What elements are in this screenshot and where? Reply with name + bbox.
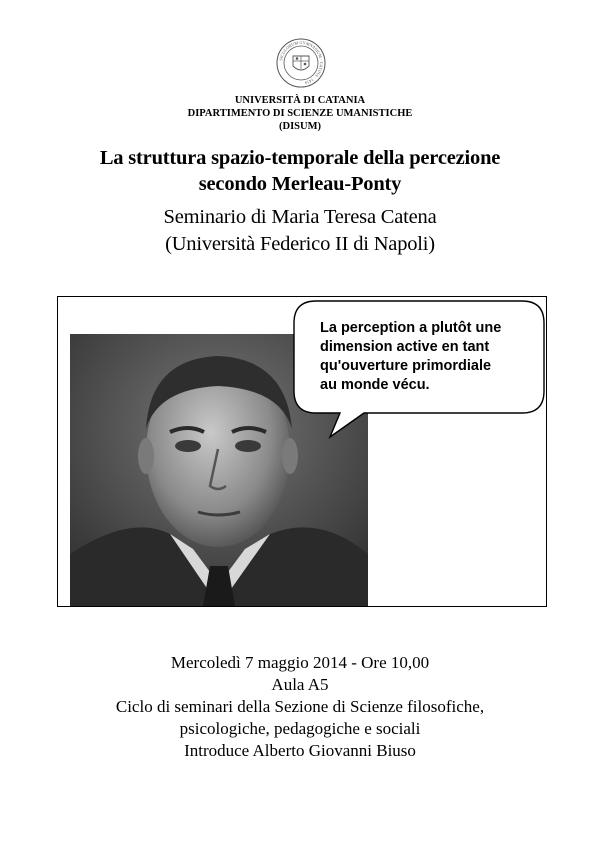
svg-text:SICULORUM GYMNASIUM · CATINA ·: SICULORUM GYMNASIUM · CATINA · 1434 (278, 39, 325, 86)
speaker-affiliation: (Università Federico II di Napoli) (165, 233, 435, 255)
event-series-line-2: psicologiche, pedagogiche e sociali (179, 719, 421, 738)
university-seal-logo (276, 38, 326, 88)
department-acronym: (DISUM) (279, 121, 321, 132)
event-series-line-1: Ciclo di seminari della Sezione di Scienze filosofiche, (115, 697, 485, 716)
quote-line-4: au monde vécu. (320, 377, 430, 393)
department-name: DIPARTIMENTO DI SCIENZE UMANISTICHE (187, 108, 413, 119)
quote-line-3: qu'ouverture primordiale (320, 358, 492, 374)
quote-line-2: dimension active en tant (320, 339, 490, 355)
illustration-frame (57, 296, 547, 607)
seminar-title-line-2: secondo Merleau-Ponty (198, 173, 402, 195)
quote-line-1: La perception a plutôt une (320, 320, 502, 336)
event-datetime: Mercoledì 7 maggio 2014 - Ore 10,00 (170, 653, 430, 672)
speech-bubble-text (320, 319, 530, 395)
seminar-title-line-1: La struttura spazio-temporale della percezione (99, 147, 501, 169)
university-name: UNIVERSITÀ DI CATANIA (234, 95, 366, 106)
event-room: Aula A5 (271, 675, 329, 694)
event-introduction: Introduce Alberto Giovanni Biuso (184, 741, 416, 760)
speaker-line: Seminario di Maria Teresa Catena (163, 206, 437, 228)
